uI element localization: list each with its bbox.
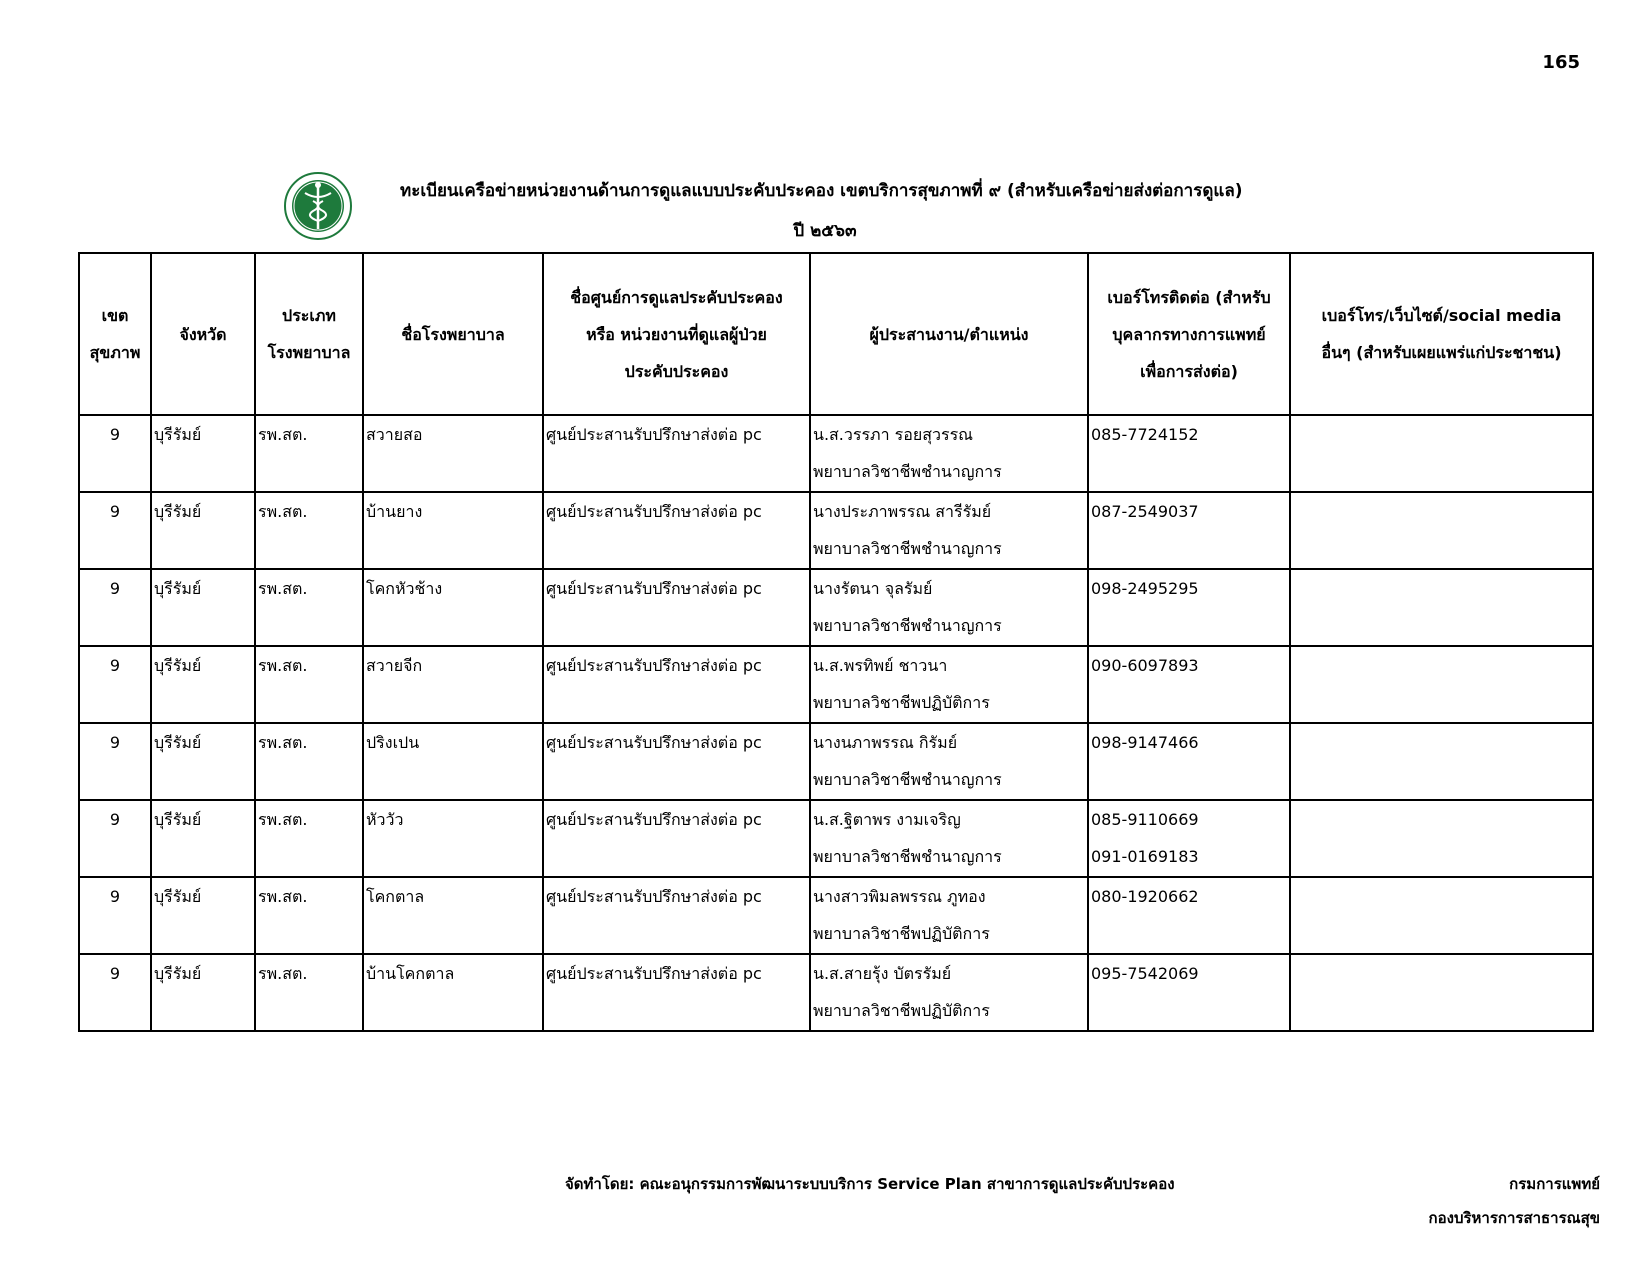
cell-text-position: พยาบาลวิชาชีพชำนาญการ — [813, 847, 1002, 866]
cell-text-province: บุรีรัมย์ — [154, 887, 202, 906]
cell-public-contact — [1290, 492, 1593, 569]
cell-public-contact — [1290, 646, 1593, 723]
cell-zone — [79, 415, 151, 492]
cell-province — [151, 569, 255, 646]
cell-text-province: บุรีรัมย์ — [154, 964, 202, 983]
header-line: สุขภาพ — [89, 343, 141, 362]
header-line: เขต — [101, 306, 129, 325]
cell-hospital-name — [363, 723, 543, 800]
header-line: หรือ หน่วยงานที่ดูแลผู้ป่วย — [586, 324, 767, 344]
cell-hospital-type — [255, 415, 363, 492]
cell-text-coordinator: น.ส.ฐิตาพร งามเจริญ — [813, 810, 961, 829]
cell-zone — [79, 492, 151, 569]
cell-zone — [79, 954, 151, 1031]
cell-text-type: รพ.สต. — [258, 810, 308, 829]
cell-center-name — [543, 646, 810, 723]
header-line: บุคลากรทางการแพทย์ — [1112, 324, 1266, 344]
table-row — [79, 492, 1593, 569]
cell-coordinator — [810, 723, 1088, 800]
table-row — [79, 877, 1593, 954]
cell-text-province: บุรีรัมย์ — [154, 656, 202, 675]
cell-text-position: พยาบาลวิชาชีพปฏิบัติการ — [813, 1001, 990, 1020]
cell-zone — [79, 723, 151, 800]
header-line: ชื่อศูนย์การดูแลประคับประคอง — [570, 287, 783, 307]
cell-text-type: รพ.สต. — [258, 425, 308, 444]
header-center-name — [543, 253, 810, 415]
cell-coordinator — [810, 415, 1088, 492]
cell-text-type: รพ.สต. — [258, 887, 308, 906]
cell-province — [151, 492, 255, 569]
cell-text-hospital: โคกหัวช้าง — [366, 579, 443, 598]
cell-hospital-name — [363, 877, 543, 954]
cell-text-hospital: บ้านยาง — [366, 502, 423, 521]
cell-text-position: พยาบาลวิชาชีพชำนาญการ — [813, 539, 1002, 558]
cell-province — [151, 723, 255, 800]
cell-hospital-type — [255, 723, 363, 800]
cell-text-phone1: 098-9147466 — [1091, 733, 1199, 752]
cell-hospital-type — [255, 800, 363, 877]
cell-text-coordinator: นางรัตนา จุลรัมย์ — [813, 579, 933, 598]
cell-referral-phone — [1088, 954, 1290, 1031]
cell-text-center: ศูนย์ประสานรับปรึกษาส่งต่อ pc — [546, 579, 762, 598]
cell-hospital-name — [363, 954, 543, 1031]
page-number: 165 — [1542, 52, 1580, 73]
cell-text-zone: 9 — [109, 502, 121, 521]
cell-coordinator — [810, 800, 1088, 877]
header-line: เบอร์โทร/เว็บไซต์/social media — [1321, 306, 1562, 325]
cell-referral-phone — [1088, 415, 1290, 492]
cell-referral-phone — [1088, 569, 1290, 646]
cell-text-hospital: โคกตาล — [366, 887, 425, 906]
cell-hospital-name — [363, 492, 543, 569]
cell-text-province: บุรีรัมย์ — [154, 425, 202, 444]
header-line: ประคับประคอง — [624, 361, 729, 381]
header-zone — [79, 253, 151, 415]
cell-hospital-type — [255, 569, 363, 646]
cell-zone — [79, 800, 151, 877]
cell-referral-phone — [1088, 492, 1290, 569]
cell-referral-phone — [1088, 646, 1290, 723]
cell-text-position: พยาบาลวิชาชีพชำนาญการ — [813, 770, 1002, 789]
cell-text-center: ศูนย์ประสานรับปรึกษาส่งต่อ pc — [546, 425, 762, 444]
cell-text-zone: 9 — [109, 425, 121, 444]
cell-hospital-type — [255, 646, 363, 723]
cell-province — [151, 646, 255, 723]
cell-text-zone: 9 — [109, 733, 121, 752]
header-line: ชื่อโรงพยาบาล — [401, 324, 505, 344]
cell-text-hospital: ปริงเปน — [366, 733, 420, 752]
cell-text-hospital: สวายสอ — [366, 425, 423, 444]
table-row — [79, 954, 1593, 1031]
cell-text-phone1: 085-9110669 — [1091, 810, 1199, 829]
cell-referral-phone — [1088, 800, 1290, 877]
cell-coordinator — [810, 877, 1088, 954]
table-row — [79, 723, 1593, 800]
cell-text-position: พยาบาลวิชาชีพปฏิบัติการ — [813, 924, 990, 943]
cell-text-phone1: 095-7542069 — [1091, 964, 1199, 983]
header-line: ประเภท — [282, 306, 336, 325]
cell-center-name — [543, 877, 810, 954]
cell-hospital-name — [363, 800, 543, 877]
cell-zone — [79, 569, 151, 646]
cell-center-name — [543, 492, 810, 569]
cell-text-zone: 9 — [109, 656, 121, 675]
cell-text-phone1: 085-7724152 — [1091, 425, 1199, 444]
header-line: เพื่อการส่งต่อ) — [1140, 361, 1238, 381]
cell-text-position: พยาบาลวิชาชีพชำนาญการ — [813, 616, 1002, 635]
footer-department: กรมการแพทย์ — [1509, 1175, 1600, 1193]
cell-text-coordinator: น.ส.สายรุ้ง บัตรรัมย์ — [813, 964, 952, 983]
footer-prepared-by: จัดทำโดย: คณะอนุกรรมการพัฒนาระบบบริการ Service Plan สาขาการดูแลประคับประคอง — [565, 1175, 1175, 1193]
header-hospital-type — [255, 253, 363, 415]
cell-text-coordinator: นางนภาพรรณ กิรัมย์ — [813, 733, 958, 752]
cell-zone — [79, 646, 151, 723]
cell-text-center: ศูนย์ประสานรับปรึกษาส่งต่อ pc — [546, 810, 762, 829]
document-title: ทะเบียนเครือข่ายหน่วยงานด้านการดูแลแบบประคับประคอง เขตบริการสุขภาพที่ ๙ (สำหรับเครือข่ายส่งต่อการดูแล) — [400, 181, 1243, 201]
cell-text-phone1: 090-6097893 — [1091, 656, 1199, 675]
cell-zone — [79, 877, 151, 954]
cell-text-province: บุรีรัมย์ — [154, 579, 202, 598]
registry-table — [78, 252, 1594, 1032]
cell-text-type: รพ.สต. — [258, 502, 308, 521]
cell-province — [151, 877, 255, 954]
cell-text-zone: 9 — [109, 579, 121, 598]
table-row — [79, 646, 1593, 723]
cell-text-type: รพ.สต. — [258, 579, 308, 598]
table-header-row — [79, 253, 1593, 415]
cell-text-phone1: 080-1920662 — [1091, 887, 1199, 906]
cell-coordinator — [810, 646, 1088, 723]
cell-hospital-type — [255, 877, 363, 954]
cell-text-type: รพ.สต. — [258, 964, 308, 983]
cell-text-coordinator: นางสาวพิมลพรรณ ภูทอง — [813, 887, 986, 906]
header-province — [151, 253, 255, 415]
cell-public-contact — [1290, 800, 1593, 877]
header-line: ผู้ประสานงาน/ตำแหน่ง — [869, 324, 1029, 344]
header-public-contact — [1290, 253, 1593, 415]
cell-text-phone2: 091-0169183 — [1091, 847, 1199, 866]
document-year: ปี ๒๕๖๓ — [793, 221, 857, 241]
cell-text-position: พยาบาลวิชาชีพปฏิบัติการ — [813, 693, 990, 712]
cell-text-center: ศูนย์ประสานรับปรึกษาส่งต่อ pc — [546, 887, 762, 906]
cell-text-center: ศูนย์ประสานรับปรึกษาส่งต่อ pc — [546, 964, 762, 983]
cell-text-province: บุรีรัมย์ — [154, 502, 202, 521]
cell-center-name — [543, 954, 810, 1031]
table-row — [79, 569, 1593, 646]
cell-text-coordinator: นางประภาพรรณ สารีรัมย์ — [813, 502, 992, 521]
header-line: เบอร์โทรติดต่อ (สำหรับ — [1107, 287, 1271, 307]
cell-text-coordinator: น.ส.วรรภา รอยสุวรรณ — [813, 425, 974, 444]
cell-text-type: รพ.สต. — [258, 656, 308, 675]
cell-text-hospital: สวายจีก — [366, 656, 423, 675]
cell-referral-phone — [1088, 877, 1290, 954]
cell-public-contact — [1290, 723, 1593, 800]
cell-hospital-name — [363, 569, 543, 646]
cell-coordinator — [810, 569, 1088, 646]
cell-text-center: ศูนย์ประสานรับปรึกษาส่งต่อ pc — [546, 733, 762, 752]
cell-text-phone1: 098-2495295 — [1091, 579, 1199, 598]
cell-text-coordinator: น.ส.พรทิพย์ ชาวนา — [813, 656, 948, 675]
cell-public-contact — [1290, 569, 1593, 646]
cell-province — [151, 800, 255, 877]
cell-referral-phone — [1088, 723, 1290, 800]
cell-text-hospital: บ้านโคกตาล — [366, 964, 455, 983]
cell-text-center: ศูนย์ประสานรับปรึกษาส่งต่อ pc — [546, 656, 762, 675]
cell-text-province: บุรีรัมย์ — [154, 810, 202, 829]
table-body — [79, 415, 1593, 1031]
cell-center-name — [543, 800, 810, 877]
table-row — [79, 800, 1593, 877]
cell-text-zone: 9 — [109, 810, 121, 829]
cell-hospital-type — [255, 492, 363, 569]
cell-text-type: รพ.สต. — [258, 733, 308, 752]
cell-hospital-name — [363, 415, 543, 492]
cell-hospital-type — [255, 954, 363, 1031]
cell-center-name — [543, 415, 810, 492]
cell-center-name — [543, 723, 810, 800]
cell-province — [151, 415, 255, 492]
footer-division: กองบริหารการสาธารณสุข — [1428, 1209, 1600, 1227]
cell-text-province: บุรีรัมย์ — [154, 733, 202, 752]
cell-public-contact — [1290, 877, 1593, 954]
cell-coordinator — [810, 954, 1088, 1031]
cell-center-name — [543, 569, 810, 646]
cell-public-contact — [1290, 415, 1593, 492]
cell-coordinator — [810, 492, 1088, 569]
header-coordinator — [810, 253, 1088, 415]
cell-province — [151, 954, 255, 1031]
header-line: จังหวัด — [179, 324, 227, 344]
cell-text-center: ศูนย์ประสานรับปรึกษาส่งต่อ pc — [546, 502, 762, 521]
header-hospital-name — [363, 253, 543, 415]
cell-text-phone1: 087-2549037 — [1091, 502, 1199, 521]
header-referral-phone — [1088, 253, 1290, 415]
cell-text-hospital: หัววัว — [366, 810, 404, 829]
header-line: อื่นๆ (สำหรับเผยแพร่แก่ประชาชน) — [1321, 343, 1562, 362]
cell-hospital-name — [363, 646, 543, 723]
table-row — [79, 415, 1593, 492]
cell-text-position: พยาบาลวิชาชีพชำนาญการ — [813, 462, 1002, 481]
header-line: โรงพยาบาล — [267, 343, 351, 362]
cell-text-zone: 9 — [109, 964, 121, 983]
cell-text-zone: 9 — [109, 887, 121, 906]
cell-public-contact — [1290, 954, 1593, 1031]
